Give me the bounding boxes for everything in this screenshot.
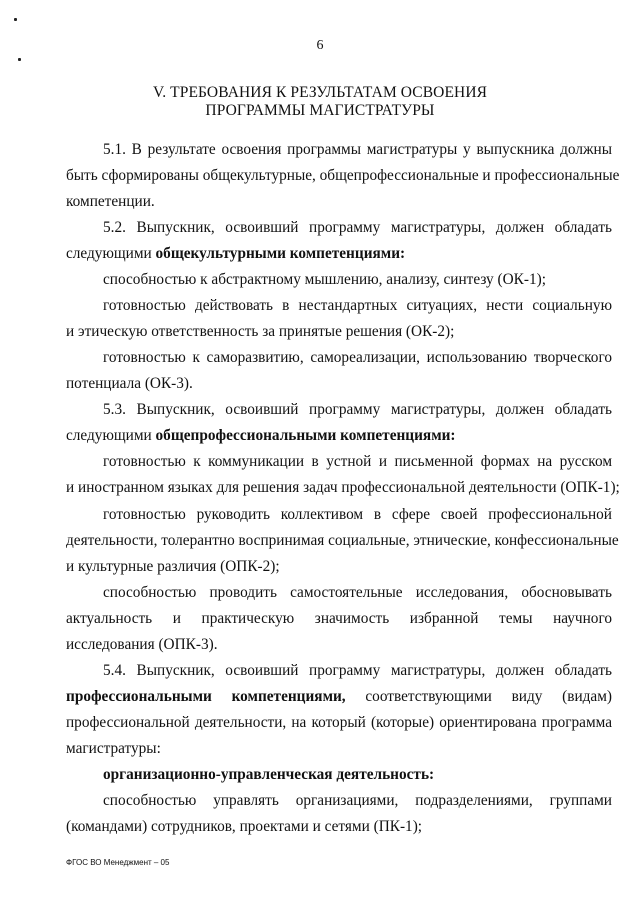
- text-line: 5.4. Выпускник, освоивший программу магистратуры, должен обладать: [103, 662, 612, 679]
- scan-mark: [14, 18, 17, 21]
- bold-term: организационно-управленческая деятельность:: [103, 766, 435, 783]
- text-line: [66, 244, 612, 264]
- text-line: магистратуры:: [66, 740, 161, 757]
- text-line: готовностью руководить коллективом в сфере своей профессиональной: [103, 506, 612, 523]
- text-span: следующими: [66, 245, 156, 262]
- scan-mark: [18, 58, 21, 61]
- subheading: [103, 765, 612, 785]
- text-line: актуальность и практическую значимость избранной темы научного: [66, 610, 612, 627]
- text-line: 5.1. В результате освоения программы магистратуры у выпускника должны: [103, 141, 612, 158]
- section-heading-line-1: V. ТРЕБОВАНИЯ К РЕЗУЛЬТАТАМ ОСВОЕНИЯ: [152, 84, 488, 101]
- text-line: профессиональной деятельности, на который (которые) ориентирована программа: [66, 714, 612, 731]
- page-number: 6: [316, 38, 324, 53]
- text-line: готовностью к саморазвитию, самореализации, использованию творческого: [103, 349, 612, 366]
- text-line: 5.2. Выпускник, освоивший программу магистратуры, должен обладать: [103, 219, 612, 236]
- bold-term: профессиональными компетенциями,: [66, 688, 346, 705]
- text-line: быть сформированы общекультурные, общепрофессиональные и профессиональные: [66, 167, 620, 184]
- text-line: (командами) сотрудников, проектами и сетями (ПК-1);: [66, 818, 423, 835]
- text-line: способностью проводить самостоятельные исследования, обосновывать: [103, 584, 612, 601]
- bold-term: общепрофессиональными компетенциями:: [155, 427, 456, 444]
- bold-term: общекультурными компетенциями:: [155, 245, 406, 262]
- text-line: деятельности, толерантно воспринимая социальные, этнические, конфессиональные: [66, 532, 619, 549]
- text-line: и этическую ответственность за принятые решения (ОК-2);: [66, 323, 455, 340]
- text-span: соответствующими виду (видам): [345, 688, 612, 705]
- text-line: 5.3. Выпускник, освоивший программу магистратуры, должен обладать: [103, 401, 612, 418]
- text-line: и культурные различия (ОПК-2);: [66, 558, 280, 575]
- text-line: готовностью к коммуникации в устной и письменной формах на русском: [103, 453, 612, 470]
- text-line: способностью управлять организациями, подразделениями, группами: [103, 792, 612, 809]
- document-footer: ФГОС ВО Менеджмент – 05: [66, 858, 170, 867]
- text-span: следующими: [66, 427, 156, 444]
- text-line: [66, 426, 612, 446]
- text-line: исследования (ОПК-3).: [66, 636, 218, 653]
- text-line: компетенции.: [66, 193, 155, 210]
- text-line: готовностью действовать в нестандартных ситуациях, нести социальную: [103, 297, 612, 314]
- text-line: способностью к абстрактному мышлению, анализу, синтезу (ОК-1);: [103, 271, 546, 288]
- text-line: и иностранном языках для решения задач профессиональной деятельности (ОПК-1);: [66, 479, 620, 496]
- section-heading-line-2: ПРОГРАММЫ МАГИСТРАТУРЫ: [205, 102, 435, 119]
- text-line: потенциала (ОК-3).: [66, 375, 193, 392]
- text-line: [66, 687, 612, 707]
